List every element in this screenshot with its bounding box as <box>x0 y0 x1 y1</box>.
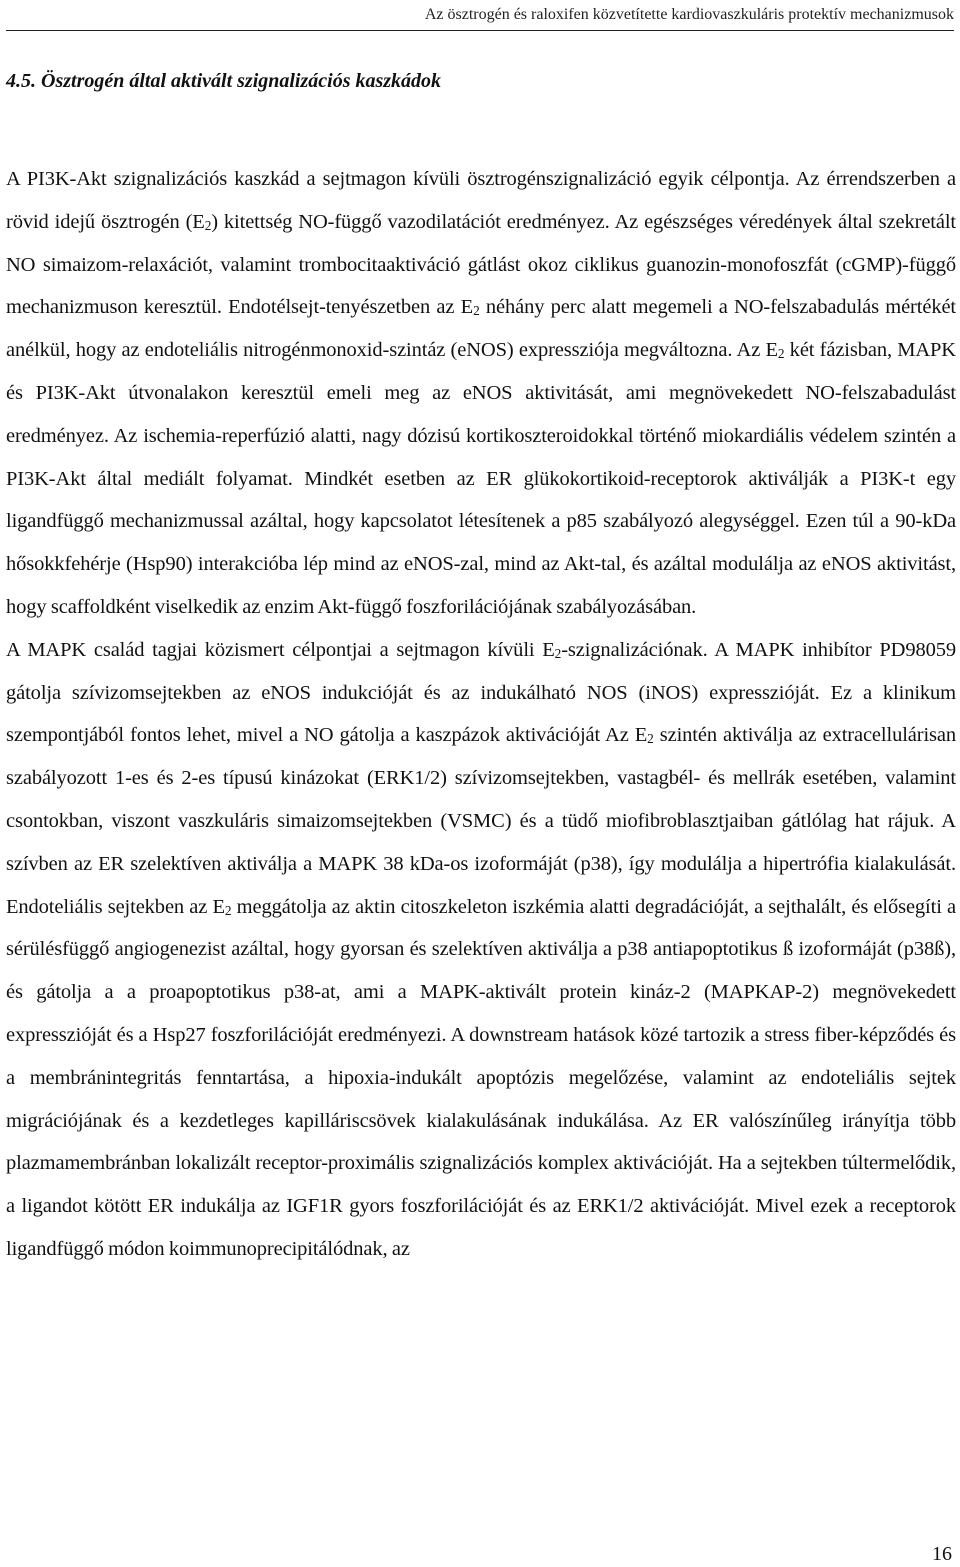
subscript: 2 <box>473 303 480 319</box>
subscript: 2 <box>777 346 785 362</box>
subscript: 2 <box>554 645 562 661</box>
subscript: 2 <box>647 731 654 747</box>
text-run: -szignalizációnak. A MAPK inhibítor PD98059 gátolja szívizomsejtekben az eNOS indukcióját és az indukálható NOS (iNOS) expresszióját. Ez a klinikum szempontjából fontos lehet, mivel a NO gátolja a kaszpázok aktivációját Az E <box>6 638 956 747</box>
section-title: 4.5. Ösztrogén által aktivált szignalizációs kaszkádok <box>6 70 442 92</box>
text-run: két fázisban, MAPK és PI3K-Akt útvonalakon keresztül emeli meg az eNOS aktivitását, ami megnövekedett NO-felszabadulást eredményez. Az ischemia-reperfúzió alatti, nagy dózisú kortikoszteroidokkal történő miokardiális védelem szintén a PI3K-Akt által mediált folyamat. Mindkét esetben az ER glükokortikoid-receptorok aktiválják a PI3K-t egy ligandfüggő mechanizmussal azáltal, hogy kapcsolatot létesítenek a p85 szabályozó alegységgel. Ezen túl a 90-kDa hősokkfehérje (Hsp90) interakcióba lép mind az eNOS-zal, mind az Akt-tal, és azáltal modulálja az eNOS aktivitást, hogy scaffoldként viselkedik az enzim Akt-függő foszforilációjának szabályozásában. <box>6 339 956 618</box>
paragraph-2 <box>6 629 956 1271</box>
paragraph-1 <box>6 158 956 629</box>
text-run: A PI3K-Akt szignalizációs kaszkád a sejtmagon kívüli ösztrogénszignalizáció egyik célpontja. Az érrendszerben a rövid idejű ösztrogén (E <box>6 168 956 233</box>
header-rule <box>6 30 954 31</box>
subscript: 2 <box>224 902 232 918</box>
text-run: néhány perc alatt megemeli a NO-felszabadulás mértékét anélkül, hogy az endoteliális nitrogénmonoxid-szintáz (eNOS) expressziója megváltozna. Az E <box>6 296 956 362</box>
text-run: meggátolja az aktin citoszkeleton iszkémia alatti degradációját, a sejthalált, és elősegíti a sérülésfüggő angiogenezist azáltal, hogy gyorsan és szelektíven aktiválja a p38 antiapoptotikus ß izoformáját (p38ß), és gátolja a a proapoptotikus p38-at, ami a MAPK-aktivált protein kináz-2 (MAPKAP-2) megnövekedett expresszióját és a Hsp27 foszforilációját eredményezi. A downstream hatások közé tartozik a stress fiber-képződés és a membránintegritás fenntartása, a hipoxia-indukált apoptózis megelőzése, valamint az endoteliális sejtek migrációjának és a kezdetleges kapilláriscsövek kialakulásának indukálása. Az ER valószínűleg irányítja több plazmamembránban lokalizált receptor-proximális szignalizációs komplex aktivációját. Ha a sejtekben túltermelődik, a ligandot kötött ER indukálja az IGF1R gyors foszforilációját és az ERK1/2 aktivációját. Mivel ezek a receptorok ligandfüggő módon koimmunoprecipitálódnak, az <box>6 895 956 1260</box>
running-header: Az ösztrogén és raloxifen közvetítette kardiovaszkuláris protektív mechanizmusok <box>424 6 954 23</box>
body-text <box>6 158 956 1271</box>
page-number: 16 <box>932 1543 952 1565</box>
text-run: szintén aktiválja az extracellulárisan szabályozott 1-es és 2-es típusú kinázokat (ERK1/2) szívizomsejtekben, vastagbél- és mellrák esetében, valamint csontokban, viszont vaszkuláris simaizomsejtekben (VSMC) és a tüdő miofibroblasztjaiban gátlólag hat rájuk. A szívben az ER szelektíven aktiválja a MAPK 38 kDa-os izoformáját (p38), így modulálja a hipertrófia kialakulását. Endoteliális sejtekben az E <box>6 724 956 918</box>
subscript: 2 <box>204 217 212 233</box>
text-run: A MAPK család tagjai közismert célpontjai a sejtmagon kívüli E <box>6 638 555 661</box>
text-run: ) kitettség NO-függő vazodilatációt eredményez. Az egészséges véredények által szekretált NO simaizom-relaxációt, valamint trombocitaaktiváció gátlást okoz ciklikus guanozin-monofoszfát (cGMP)-függő mechanizmuson keresztül. Endotélsejt-tenyészetben az E <box>6 210 956 319</box>
